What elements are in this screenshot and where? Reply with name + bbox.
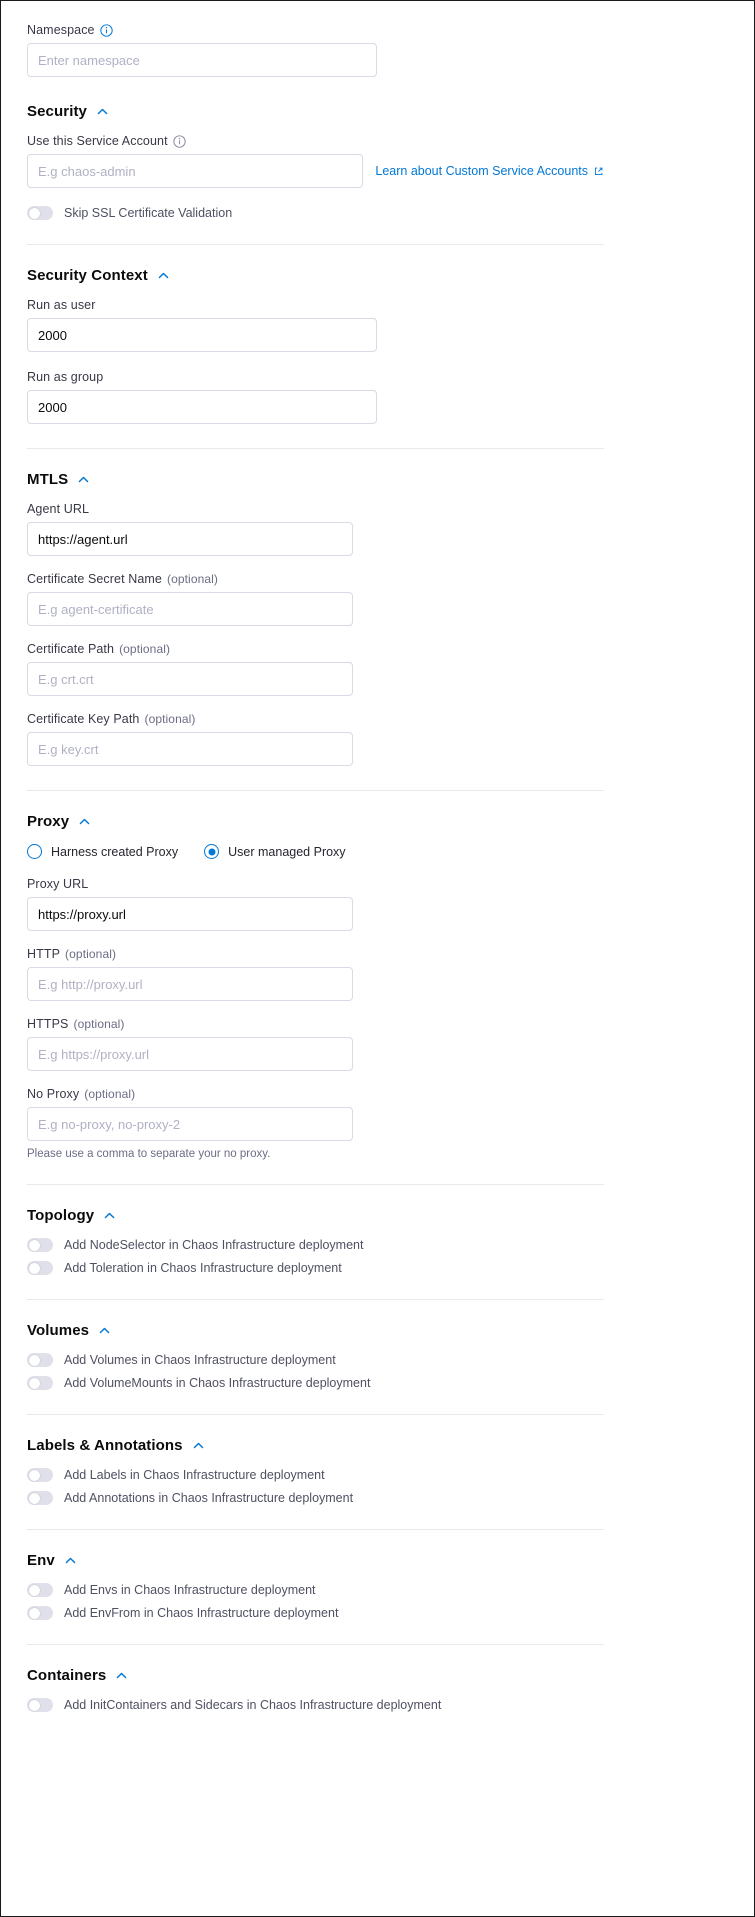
annotations-toggle[interactable] bbox=[27, 1491, 53, 1505]
proxy-url-input[interactable] bbox=[27, 897, 353, 931]
annotations-label: Add Annotations in Chaos Infrastructure deployment bbox=[64, 1491, 354, 1505]
chevron-up-icon[interactable] bbox=[115, 1669, 128, 1682]
volumes-label: Add Volumes in Chaos Infrastructure deployment bbox=[64, 1353, 336, 1367]
volumemounts-label: Add VolumeMounts in Chaos Infrastructure deployment bbox=[64, 1376, 371, 1390]
namespace-field bbox=[27, 23, 604, 77]
certificate-path-input[interactable] bbox=[27, 662, 353, 696]
volumemounts-toggle[interactable] bbox=[27, 1376, 53, 1390]
https-label-text: HTTPS bbox=[27, 1017, 69, 1031]
skip-ssl-label: Skip SSL Certificate Validation bbox=[64, 206, 233, 220]
no-proxy-helper-text: Please use a comma to separate your no proxy. bbox=[27, 1148, 271, 1160]
service-account-input[interactable] bbox=[27, 154, 363, 188]
chevron-up-icon[interactable] bbox=[77, 473, 90, 486]
service-account-label-text: Use this Service Account bbox=[27, 134, 168, 148]
service-account-label bbox=[27, 134, 604, 148]
volumes-title: Volumes bbox=[27, 1322, 90, 1339]
divider bbox=[27, 448, 604, 449]
certificate-secret-name-field bbox=[27, 572, 604, 626]
no-proxy-field bbox=[27, 1087, 604, 1160]
toggle-row-envs[interactable] bbox=[27, 1583, 604, 1597]
certificate-key-path-label-text: Certificate Key Path bbox=[27, 712, 140, 726]
run-as-user-label: Run as user bbox=[27, 298, 96, 312]
containers-title: Containers bbox=[27, 1667, 107, 1684]
section-header-labels-annotations[interactable] bbox=[27, 1437, 604, 1454]
no-proxy-input[interactable] bbox=[27, 1107, 353, 1141]
http-field bbox=[27, 947, 604, 1001]
labels-label: Add Labels in Chaos Infrastructure deployment bbox=[64, 1468, 325, 1482]
optional-tag: (optional) bbox=[144, 712, 196, 726]
https-label bbox=[27, 1017, 604, 1031]
learn-link-text: Learn about Custom Service Accounts bbox=[375, 164, 588, 178]
optional-tag: (optional) bbox=[84, 1087, 136, 1101]
certificate-secret-name-input[interactable] bbox=[27, 592, 353, 626]
radio-harness-created-proxy[interactable] bbox=[27, 844, 178, 859]
section-header-security-context[interactable] bbox=[27, 267, 604, 284]
divider bbox=[27, 1414, 604, 1415]
http-label-text: HTTP bbox=[27, 947, 61, 961]
envs-label: Add Envs in Chaos Infrastructure deployment bbox=[64, 1583, 316, 1597]
proxy-url-label: Proxy URL bbox=[27, 877, 89, 891]
run-as-group-label: Run as group bbox=[27, 370, 104, 384]
certificate-key-path-label bbox=[27, 712, 604, 726]
labels-toggle[interactable] bbox=[27, 1468, 53, 1482]
radio-label: User managed Proxy bbox=[228, 844, 346, 859]
run-as-user-field bbox=[27, 298, 604, 352]
section-header-containers[interactable] bbox=[27, 1667, 604, 1684]
nodeselector-label: Add NodeSelector in Chaos Infrastructure deployment bbox=[64, 1238, 364, 1252]
volumes-toggle[interactable] bbox=[27, 1353, 53, 1367]
section-header-proxy[interactable] bbox=[27, 813, 604, 830]
http-input[interactable] bbox=[27, 967, 353, 1001]
run-as-group-input[interactable] bbox=[27, 390, 377, 424]
skip-ssl-toggle-row[interactable] bbox=[27, 206, 604, 220]
chevron-up-icon[interactable] bbox=[157, 269, 170, 282]
learn-custom-service-accounts-link[interactable] bbox=[375, 164, 604, 178]
no-proxy-label-text: No Proxy bbox=[27, 1087, 80, 1101]
namespace-input[interactable] bbox=[27, 43, 377, 77]
toggle-row-nodeselector[interactable] bbox=[27, 1238, 604, 1252]
envfrom-label: Add EnvFrom in Chaos Infrastructure deployment bbox=[64, 1606, 339, 1620]
info-icon[interactable] bbox=[173, 135, 186, 148]
divider bbox=[27, 1529, 604, 1530]
toggle-row-volumes[interactable] bbox=[27, 1353, 604, 1367]
divider bbox=[27, 1644, 604, 1645]
chevron-up-icon[interactable] bbox=[64, 1554, 77, 1567]
section-header-env[interactable] bbox=[27, 1552, 604, 1569]
run-as-group-field bbox=[27, 370, 604, 424]
info-icon[interactable] bbox=[100, 24, 113, 37]
no-proxy-label bbox=[27, 1087, 604, 1101]
initcontainers-label: Add InitContainers and Sidecars in Chaos Infrastructure deployment bbox=[64, 1698, 442, 1712]
toggle-row-annotations[interactable] bbox=[27, 1491, 604, 1505]
run-as-user-input[interactable] bbox=[27, 318, 377, 352]
agent-url-input[interactable] bbox=[27, 522, 353, 556]
service-account-field bbox=[27, 134, 604, 188]
toggle-row-toleration[interactable] bbox=[27, 1261, 604, 1275]
optional-tag: (optional) bbox=[166, 572, 219, 586]
toggle-row-initcontainers[interactable] bbox=[27, 1698, 604, 1712]
toleration-toggle[interactable] bbox=[27, 1261, 53, 1275]
divider bbox=[27, 1299, 604, 1300]
nodeselector-toggle[interactable] bbox=[27, 1238, 53, 1252]
divider bbox=[27, 1184, 604, 1185]
security-context-title: Security Context bbox=[27, 267, 148, 284]
proxy-url-field bbox=[27, 877, 604, 931]
https-field bbox=[27, 1017, 604, 1071]
chevron-up-icon[interactable] bbox=[192, 1439, 205, 1452]
toleration-label: Add Toleration in Chaos Infrastructure deployment bbox=[64, 1261, 342, 1275]
section-header-topology[interactable] bbox=[27, 1207, 604, 1224]
certificate-key-path-input[interactable] bbox=[27, 732, 353, 766]
skip-ssl-toggle[interactable] bbox=[27, 206, 53, 220]
mtls-title: MTLS bbox=[27, 471, 69, 488]
toggle-row-labels[interactable] bbox=[27, 1468, 604, 1482]
external-link-icon bbox=[593, 166, 604, 177]
certificate-path-label bbox=[27, 642, 604, 656]
agent-url-field bbox=[27, 502, 604, 556]
security-title: Security bbox=[27, 103, 87, 120]
chevron-up-icon[interactable] bbox=[98, 1324, 111, 1337]
section-header-volumes[interactable] bbox=[27, 1322, 604, 1339]
certificate-secret-name-label bbox=[27, 572, 604, 586]
divider bbox=[27, 244, 604, 245]
proxy-type-radio-group[interactable] bbox=[27, 844, 604, 859]
https-input[interactable] bbox=[27, 1037, 353, 1071]
certificate-path-field bbox=[27, 642, 604, 696]
chevron-up-icon[interactable] bbox=[78, 815, 91, 828]
agent-url-label: Agent URL bbox=[27, 502, 90, 516]
chevron-up-icon[interactable] bbox=[103, 1209, 116, 1222]
section-header-mtls[interactable] bbox=[27, 471, 604, 488]
topology-title: Topology bbox=[27, 1207, 95, 1224]
http-label bbox=[27, 947, 604, 961]
radio-user-managed-proxy[interactable] bbox=[204, 844, 345, 859]
certificate-secret-name-label-text: Certificate Secret Name bbox=[27, 572, 162, 586]
chevron-up-icon[interactable] bbox=[96, 105, 109, 118]
radio-circle-selected[interactable] bbox=[204, 844, 219, 859]
envs-toggle[interactable] bbox=[27, 1583, 53, 1597]
certificate-key-path-field bbox=[27, 712, 604, 766]
optional-tag: (optional) bbox=[65, 947, 117, 961]
optional-tag: (optional) bbox=[73, 1017, 125, 1031]
initcontainers-toggle[interactable] bbox=[27, 1698, 53, 1712]
divider bbox=[27, 790, 604, 791]
namespace-label-text: Namespace bbox=[27, 23, 95, 37]
section-header-security[interactable] bbox=[27, 103, 604, 120]
labels-annotations-title: Labels & Annotations bbox=[27, 1437, 183, 1454]
proxy-title: Proxy bbox=[27, 813, 70, 830]
certificate-path-label-text: Certificate Path bbox=[27, 642, 115, 656]
toggle-row-volumemounts[interactable] bbox=[27, 1376, 604, 1390]
optional-tag: (optional) bbox=[119, 642, 171, 656]
radio-circle[interactable] bbox=[27, 844, 42, 859]
namespace-label bbox=[27, 23, 604, 37]
envfrom-toggle[interactable] bbox=[27, 1606, 53, 1620]
env-title: Env bbox=[27, 1552, 55, 1569]
radio-label: Harness created Proxy bbox=[51, 844, 179, 859]
toggle-row-envfrom[interactable] bbox=[27, 1606, 604, 1620]
